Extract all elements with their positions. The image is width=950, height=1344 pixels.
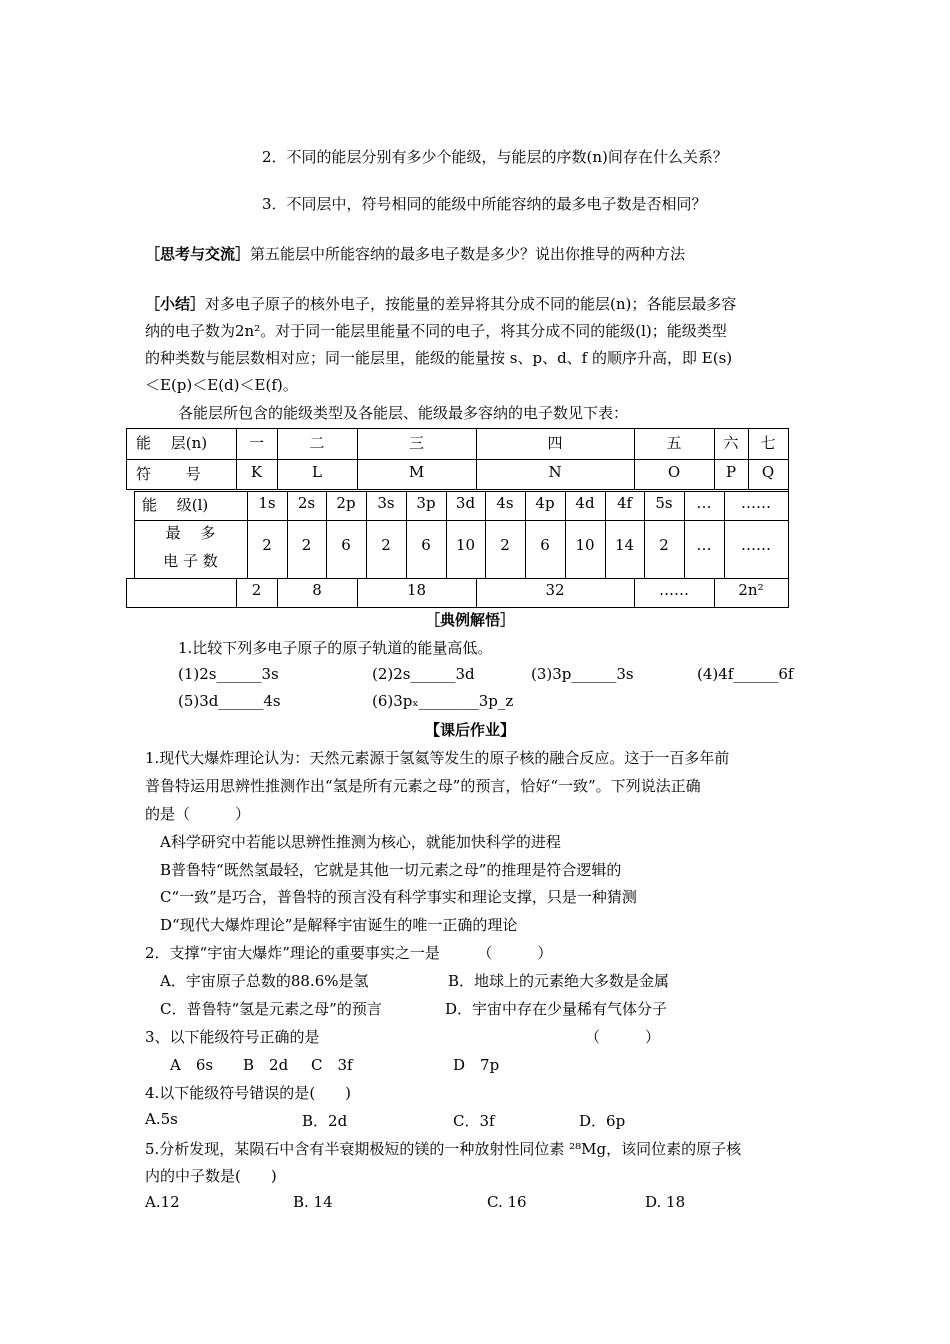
- layer-cell: 四: [547, 434, 563, 452]
- layer-max-cell: 18: [406, 581, 427, 599]
- homework-title: 【课后作业】: [425, 721, 516, 739]
- sublevel-cell: 4s: [496, 494, 514, 512]
- hw3-option: B 2d: [243, 1056, 289, 1074]
- layer-cell: 七: [760, 434, 776, 452]
- layer-cell: 一: [248, 434, 264, 452]
- hw3-option: C 3f: [311, 1056, 353, 1074]
- hw5-line-1: 5.分析发现，某陨石中含有半衰期极短的镁的一种放射性同位素 ²⁸Mg，该同位素的原子核: [145, 1140, 742, 1158]
- layer-cell: 五: [666, 434, 682, 452]
- table-line: [126, 489, 788, 490]
- sub-max-cell: ……: [741, 536, 771, 554]
- question-2: 2．不同的能层分别有多少个能级，与能层的序数(n)间存在什么关系？: [262, 148, 728, 166]
- symbol-cell: O: [667, 463, 681, 481]
- hw2-option-c: C．普鲁特“氢是元素之母”的预言: [160, 1000, 382, 1018]
- symbol-cell: N: [548, 463, 562, 481]
- layer-max-cell: 2n²: [738, 581, 764, 599]
- hw5-option: C. 16: [487, 1193, 527, 1211]
- sublevel-cell: …: [696, 494, 712, 512]
- row-label-layer: 能 层(n): [136, 434, 208, 452]
- row-label-sublevel: 能 级(l): [142, 496, 209, 514]
- question-3: 3．不同层中，符号相同的能级中所能容纳的最多电子数是否相同？: [262, 195, 707, 213]
- think-text: 第五能层中所能容纳的最多电子数是多少？说出你推导的两种方法: [250, 245, 686, 263]
- hw3-option: A 6s: [170, 1056, 214, 1074]
- layer-cell: 六: [723, 434, 739, 452]
- example-item: (3)3p______3s: [531, 665, 634, 683]
- sub-max-cell: 6: [421, 536, 431, 554]
- sublevel-cell: 1s: [258, 494, 276, 512]
- sub-max-cell: 14: [614, 536, 635, 554]
- table-line: [134, 520, 788, 521]
- sub-max-cell: 2: [301, 536, 312, 554]
- symbol-cell: K: [250, 463, 263, 481]
- sublevel-cell: 2s: [297, 494, 316, 512]
- table-line: [126, 459, 788, 460]
- summary-label: ［小结］: [145, 295, 206, 313]
- sublevel-cell: 3p: [416, 494, 436, 512]
- layer-max-cell: ……: [659, 581, 689, 599]
- hw2-option-a: A．宇宙原子总数的88.6%是氢: [160, 972, 369, 990]
- example-item: (4)4f______6f: [697, 665, 794, 683]
- example-1: 1.比较下列多电子原子的原子轨道的能量高低。: [178, 639, 493, 657]
- sublevel-cell: 4d: [575, 494, 595, 512]
- table-line: [134, 491, 788, 492]
- summary-line-4: ＜E(p)＜E(d)＜E(f)。: [145, 376, 298, 394]
- think-label: ［思考与交流］: [145, 245, 251, 263]
- hw4-option: C．3f: [453, 1112, 495, 1130]
- summary-line-2: 纳的电子数为2n²。对于同一能层里能量不同的电子，将其分成不同的能级(l)；能级类型: [145, 322, 727, 340]
- sub-max-cell: 2: [500, 536, 510, 554]
- hw1-line-2: 普鲁特运用思辨性推测作出“氢是所有元素之母”的预言，恰好“一致”。下列说法正确: [145, 777, 701, 795]
- table-line: [126, 607, 788, 608]
- table-line: [788, 428, 789, 608]
- hw2-option-b: B．地球上的元素绝大多数是金属: [448, 972, 670, 990]
- sublevel-cell: 3d: [455, 494, 476, 512]
- hw3-option: D 7p: [453, 1056, 500, 1074]
- examples-title: ［典例解悟］: [425, 611, 516, 629]
- hw1-option-b: B普鲁特“既然氢最轻，它就是其他一切元素之母”的推理是符合逻辑的: [160, 861, 622, 879]
- sub-max-cell: 10: [575, 536, 595, 554]
- sublevel-cell: 4f: [616, 494, 633, 512]
- hw4-option: A.5s: [145, 1110, 178, 1128]
- hw5-line-2: 内的中子数是( ): [145, 1167, 277, 1185]
- row-label-max-b: 电 子 数: [163, 552, 218, 570]
- layer-max-cell: 8: [312, 581, 322, 599]
- sublevel-cell: ……: [741, 494, 771, 512]
- summary-line-3: 的种类数与能层数相对应；同一能层里，能级的能量按 s、p、d、f 的顺序升高，即 E(s): [145, 349, 733, 367]
- sub-max-cell: 2: [381, 536, 391, 554]
- sub-max-cell: 2: [659, 536, 669, 554]
- symbol-cell: Q: [761, 463, 775, 481]
- hw1-option-c: C“一致”是巧合，普鲁特的预言没有科学事实和理论支撑，只是一种猜测: [160, 888, 637, 906]
- layer-max-cell: 2: [251, 581, 262, 599]
- example-item: (2)2s______3d: [372, 665, 475, 683]
- hw5-option: A.12: [145, 1193, 180, 1211]
- think-exchange: [145, 243, 685, 264]
- sub-max-cell: 10: [455, 536, 476, 554]
- layer-max-cell: 32: [545, 581, 565, 599]
- example-item: (5)3d______4s: [178, 692, 281, 710]
- sub-max-cell: 6: [341, 536, 351, 554]
- symbol-cell: L: [312, 463, 322, 481]
- layer-cell: 二: [309, 434, 325, 452]
- symbol-cell: M: [408, 463, 425, 481]
- symbol-cell: P: [725, 463, 737, 481]
- sub-max-cell: 6: [540, 536, 550, 554]
- sub-max-cell: 2: [262, 536, 272, 554]
- table-line: [126, 428, 788, 429]
- sub-max-cell: …: [696, 536, 712, 554]
- sublevel-cell: 5s: [655, 494, 673, 512]
- hw3-paren: （ ）: [585, 1028, 661, 1046]
- hw4-question: 4.以下能级符号错误的是( ): [145, 1084, 352, 1102]
- hw2-question: 2．支撑“宇宙大爆炸”理论的重要事实之一是 （ ）: [145, 944, 553, 962]
- table-intro: 各能层所包含的能级类型及各能层、能级最多容纳的电子数见下表：: [178, 404, 629, 422]
- hw1-option-a: A科学研究中若能以思辨性推测为核心，就能加快科学的进程: [160, 833, 561, 851]
- hw1-line-3: 的是（ ）: [145, 805, 251, 823]
- hw5-option: B. 14: [293, 1193, 333, 1211]
- table-line: [126, 578, 127, 608]
- table-line: [126, 578, 788, 579]
- sublevel-cell: 3s: [377, 494, 395, 512]
- summary-line-1: ［小结］对多电子原子的核外电子，按能量的差异将其分成不同的能层(n)；各能层最多容: [145, 295, 737, 313]
- sublevel-cell: 4p: [535, 494, 555, 512]
- hw4-option: D．6p: [579, 1112, 626, 1130]
- sublevel-cell: 2p: [336, 494, 356, 512]
- hw5-option: D. 18: [645, 1193, 686, 1211]
- example-item: (1)2s______3s: [178, 665, 279, 683]
- hw4-option: B．2d: [302, 1112, 348, 1130]
- hw1-line-1: 1.现代大爆炸理论认为：天然元素源于氢氦等发生的原子核的融合反应。这于一百多年前: [145, 749, 730, 767]
- example-item: (6)3pₓ________3p_z: [372, 692, 514, 710]
- hw1-option-d: D“现代大爆炸理论”是解释宇宙诞生的唯一正确的理论: [160, 916, 518, 934]
- layer-cell: 三: [408, 434, 424, 452]
- row-label-max-a: 最 多: [165, 524, 216, 542]
- row-label-symbol: 符 号: [136, 465, 201, 483]
- hw2-option-d: D．宇宙中存在少量稀有气体分子: [445, 1000, 668, 1018]
- hw3-question: 3、以下能级符号正确的是: [145, 1028, 320, 1046]
